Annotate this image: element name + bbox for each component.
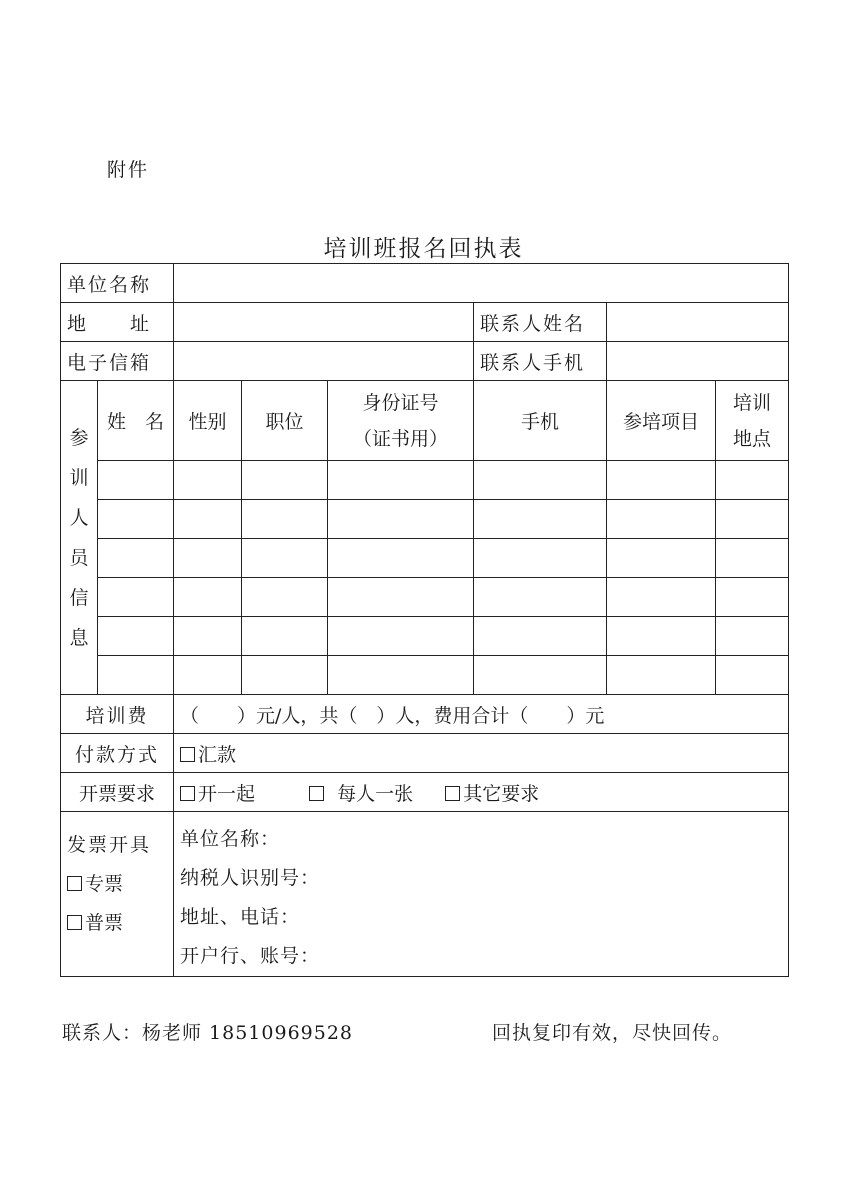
header-location-line1: 培训	[733, 391, 772, 414]
email-label: 电子信箱	[61, 342, 174, 381]
header-position: 职位	[242, 381, 328, 461]
header-id-line1: 身份证号	[362, 391, 439, 414]
participant-gender-cell[interactable]	[174, 656, 242, 695]
invoice-unit-name-field: 单位名称：	[180, 828, 281, 850]
participant-mobile-cell[interactable]	[474, 500, 607, 539]
participant-name-cell[interactable]	[98, 656, 174, 695]
participant-id-cell[interactable]	[328, 539, 474, 578]
header-location-line2: 地点	[733, 427, 772, 450]
general-invoice-label: 普票	[85, 912, 124, 934]
participant-position-cell[interactable]	[242, 539, 328, 578]
invoice-type-label: 发票开具	[67, 834, 152, 856]
participant-gender-cell[interactable]	[174, 500, 242, 539]
invoice-other-label: 其它要求	[463, 782, 540, 805]
participant-mobile-cell[interactable]	[474, 617, 607, 656]
participant-name-cell[interactable]	[98, 617, 174, 656]
invoice-requirement-options	[174, 773, 789, 812]
participant-mobile-cell[interactable]	[474, 539, 607, 578]
address-field[interactable]	[174, 303, 474, 342]
participant-position-cell[interactable]	[242, 578, 328, 617]
participant-position-cell[interactable]	[242, 656, 328, 695]
participant-location-cell[interactable]	[716, 539, 789, 578]
participant-gender-cell[interactable]	[174, 461, 242, 500]
header-id-line2: （证书用）	[353, 427, 449, 450]
special-invoice-checkbox[interactable]	[67, 876, 82, 891]
participants-side-label	[61, 381, 98, 695]
contact-phone-field[interactable]	[607, 342, 789, 381]
participant-location-cell[interactable]	[716, 461, 789, 500]
payment-label: 付款方式	[61, 734, 174, 773]
invoice-per-person-checkbox[interactable]	[309, 786, 324, 801]
invoice-other-checkbox[interactable]	[445, 786, 460, 801]
general-invoice-checkbox[interactable]	[67, 915, 82, 930]
side-char: 信	[69, 586, 89, 609]
participant-project-cell[interactable]	[607, 617, 716, 656]
participant-gender-cell[interactable]	[174, 617, 242, 656]
participant-name-cell[interactable]	[98, 539, 174, 578]
participant-mobile-cell[interactable]	[474, 578, 607, 617]
payment-wire-label: 汇款	[198, 743, 237, 766]
attachment-label: 附件	[107, 159, 150, 181]
contact-name-field[interactable]	[607, 303, 789, 342]
participant-project-cell[interactable]	[607, 500, 716, 539]
participant-location-cell[interactable]	[716, 617, 789, 656]
header-location	[716, 381, 789, 461]
side-char: 训	[69, 466, 89, 489]
special-invoice-label: 专票	[85, 873, 124, 895]
participant-project-cell[interactable]	[607, 539, 716, 578]
header-gender: 性别	[174, 381, 242, 461]
invoice-per-person-label: 每人一张	[337, 782, 414, 805]
participant-location-cell[interactable]	[716, 656, 789, 695]
participant-project-cell[interactable]	[607, 578, 716, 617]
invoice-combined-checkbox[interactable]	[180, 786, 195, 801]
payment-options	[174, 734, 789, 773]
participant-position-cell[interactable]	[242, 617, 328, 656]
participant-id-cell[interactable]	[328, 578, 474, 617]
participant-location-cell[interactable]	[716, 578, 789, 617]
fee-label: 培训费	[61, 695, 174, 734]
header-project: 参培项目	[607, 381, 716, 461]
fee-text[interactable]: （ ）元/人，共（ ）人，费用合计（ ）元	[174, 695, 789, 734]
participant-location-cell[interactable]	[716, 500, 789, 539]
invoice-details-cell[interactable]	[174, 812, 789, 977]
invoice-combined-label: 开一起	[198, 782, 256, 805]
participant-gender-cell[interactable]	[174, 578, 242, 617]
participant-gender-cell[interactable]	[174, 539, 242, 578]
invoice-tax-id-field: 纳税人识别号：	[180, 867, 321, 889]
unit-name-field[interactable]	[174, 264, 789, 303]
participant-mobile-cell[interactable]	[474, 461, 607, 500]
invoice-bank-account-field: 开户行、账号：	[180, 945, 321, 967]
participant-id-cell[interactable]	[328, 461, 474, 500]
footer-contact: 联系人：杨老师 18510969528	[62, 1022, 354, 1044]
footer-note: 回执复印有效，尽快回传。	[492, 1022, 733, 1044]
participant-name-cell[interactable]	[98, 578, 174, 617]
participant-position-cell[interactable]	[242, 461, 328, 500]
payment-wire-checkbox[interactable]	[180, 747, 195, 762]
contact-name-label: 联系人姓名	[474, 303, 607, 342]
participant-position-cell[interactable]	[242, 500, 328, 539]
side-char: 参	[69, 426, 89, 449]
header-id-number	[328, 381, 474, 461]
invoice-requirement-label: 开票要求	[61, 773, 174, 812]
participant-mobile-cell[interactable]	[474, 656, 607, 695]
side-char: 员	[69, 546, 89, 569]
participant-project-cell[interactable]	[607, 656, 716, 695]
invoice-address-phone-field: 地址、电话：	[180, 906, 301, 928]
registration-form-table	[60, 263, 789, 977]
participant-id-cell[interactable]	[328, 500, 474, 539]
participant-name-cell[interactable]	[98, 461, 174, 500]
unit-name-label: 单位名称	[61, 264, 174, 303]
side-char: 人	[69, 506, 89, 529]
email-field[interactable]	[174, 342, 474, 381]
side-char: 息	[69, 626, 89, 649]
header-name: 姓 名	[98, 381, 174, 461]
form-title: 培训班报名回执表	[323, 236, 524, 262]
participant-id-cell[interactable]	[328, 656, 474, 695]
address-label: 地 址	[61, 303, 174, 342]
header-mobile: 手机	[474, 381, 607, 461]
participant-name-cell[interactable]	[98, 500, 174, 539]
contact-phone-label: 联系人手机	[474, 342, 607, 381]
invoice-type-cell	[61, 812, 174, 977]
participant-id-cell[interactable]	[328, 617, 474, 656]
participant-project-cell[interactable]	[607, 461, 716, 500]
